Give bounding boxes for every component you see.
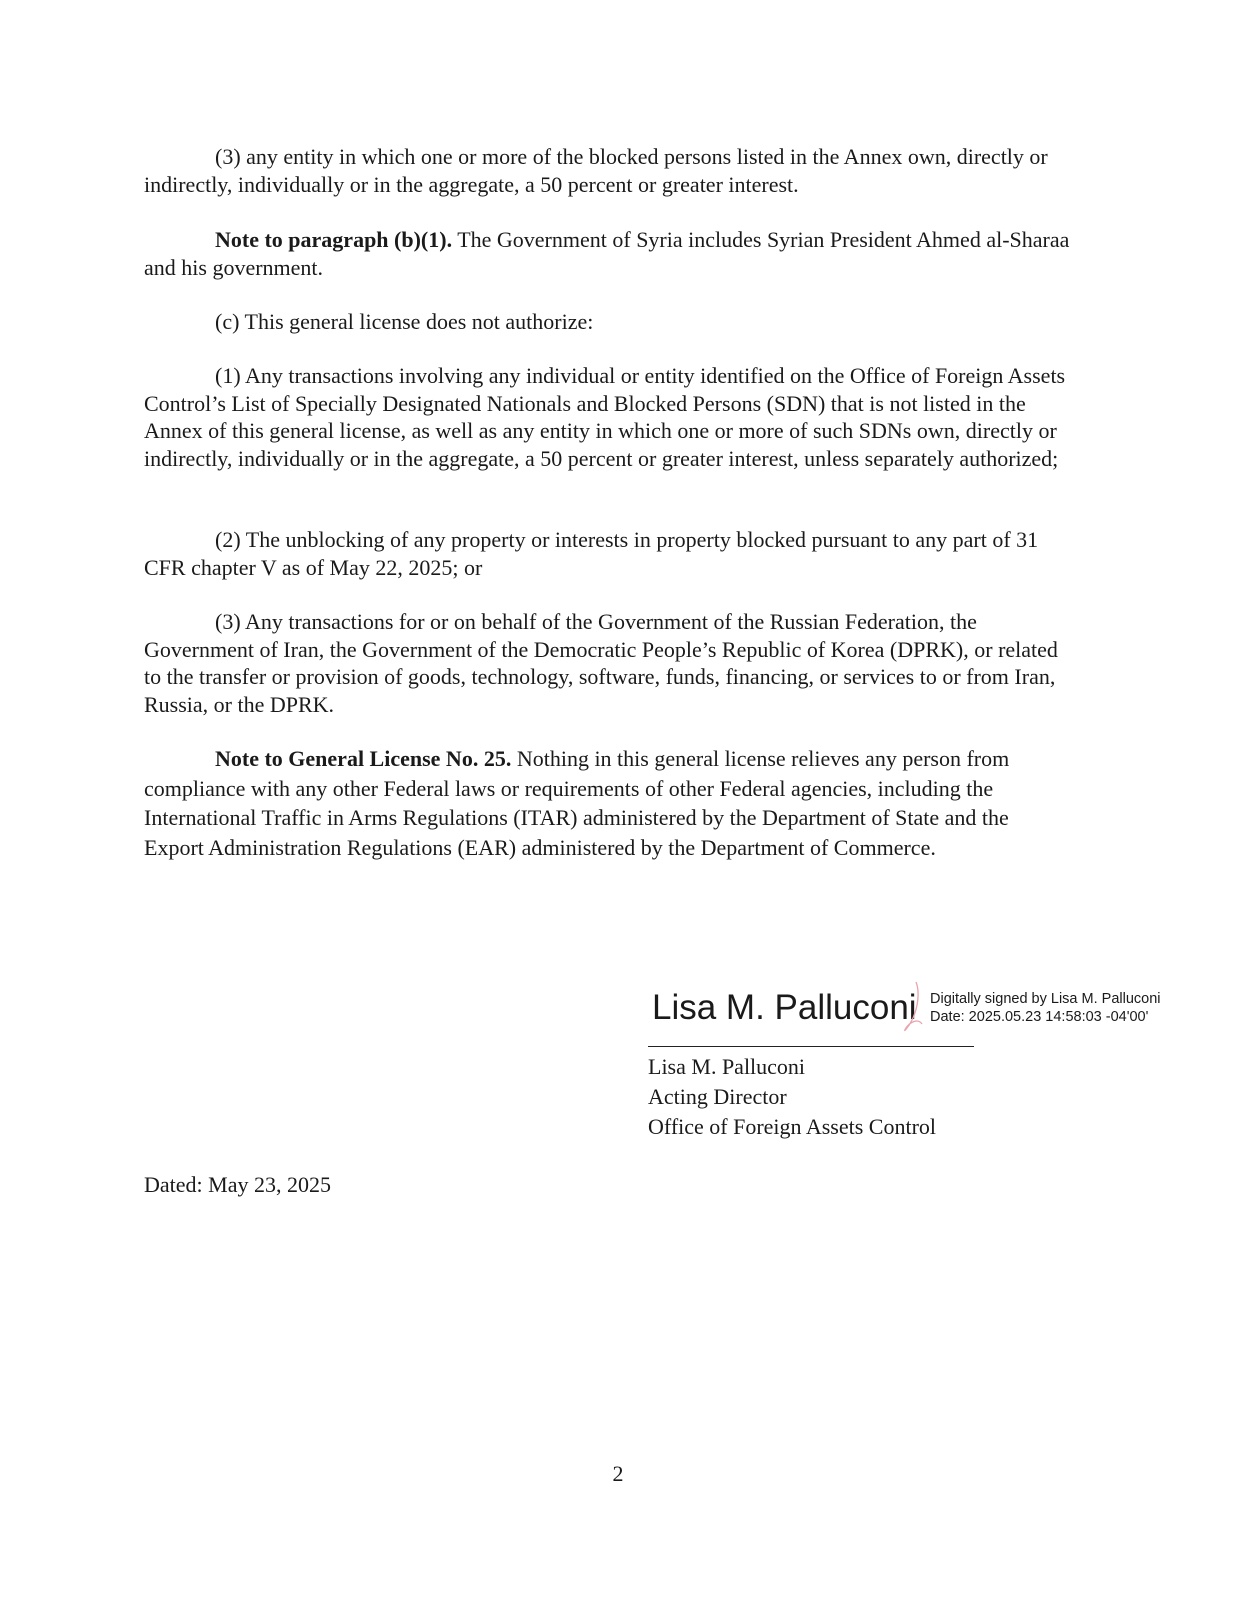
signer-name: Lisa M. Palluconi	[648, 1054, 806, 1079]
signer-title: Acting Director	[648, 1084, 787, 1109]
signer-office: Office of Foreign Assets Control	[648, 1114, 937, 1139]
signer-block	[648, 1052, 936, 1142]
paragraph-b3-entity	[144, 143, 1074, 198]
paragraph-text: (c) This general license does not authorize:	[215, 309, 594, 334]
paragraph-c2	[144, 526, 1074, 581]
digital-signed-date: Date: 2025.05.23 14:58:03 -04'00'	[930, 1009, 1149, 1025]
paragraph-c1	[144, 362, 1074, 472]
digital-signature-details	[930, 990, 1161, 1026]
paragraph-text: (3) Any transactions for or on behalf of the Government of the Russian Federation, the Government of Iran, the Government of the Democratic People’s Republic of Korea (DPRK), or related to the transfer or provision of goods, technology, software, funds, financing, or services to or from Iran, Russia, or the DPRK.	[144, 609, 1058, 717]
paragraph-text: (2) The unblocking of any property or interests in property blocked pursuant to any part of 31 CFR chapter V as of May 22, 2025; or	[144, 527, 1039, 580]
note-paragraph-b1	[144, 226, 1074, 281]
note-heading: Note to paragraph (b)(1).	[215, 227, 453, 252]
signature-flourish-icon	[898, 978, 928, 1038]
digital-signed-by: Digitally signed by Lisa M. Palluconi	[930, 991, 1161, 1007]
paragraph-c3	[144, 608, 1074, 718]
dated-line: Dated: May 23, 2025	[144, 1172, 331, 1197]
paragraph-text: (1) Any transactions involving any individual or entity identified on the Office of Foreign Assets Control’s List of Specially Designated Nationals and Blocked Persons (SDN) that is not listed in the Annex of this general license, as well as any entity in which one or more of such SDNs own, directly or indirectly, individually or in the aggregate, a 50 percent or greater interest, unless separately authorized;	[144, 363, 1066, 471]
note-text: The Government of Syria includes Syrian President Ahmed al-Sharaa and his government.	[144, 227, 1070, 280]
note-heading: Note to General License No. 25.	[215, 746, 512, 771]
digital-signature-name: Lisa M. Palluconi	[652, 988, 917, 1027]
paragraph-text: (3) any entity in which one or more of the blocked persons listed in the Annex own, directly or indirectly, individually or in the aggregate, a 50 percent or greater interest.	[144, 144, 1048, 197]
note-text: Nothing in this general license relieves any person from compliance with any other Federal laws or requirements of other Federal agencies, including the International Traffic in Arms Regulations (ITAR) administered by the Department of State and the Export Administration Regulations (EAR) administered by the Department of Commerce.	[144, 746, 1010, 860]
note-general-license	[144, 744, 1074, 862]
page-number: 2	[612, 1461, 624, 1486]
paragraph-c-intro	[144, 308, 1074, 336]
signature-line	[648, 1046, 974, 1047]
